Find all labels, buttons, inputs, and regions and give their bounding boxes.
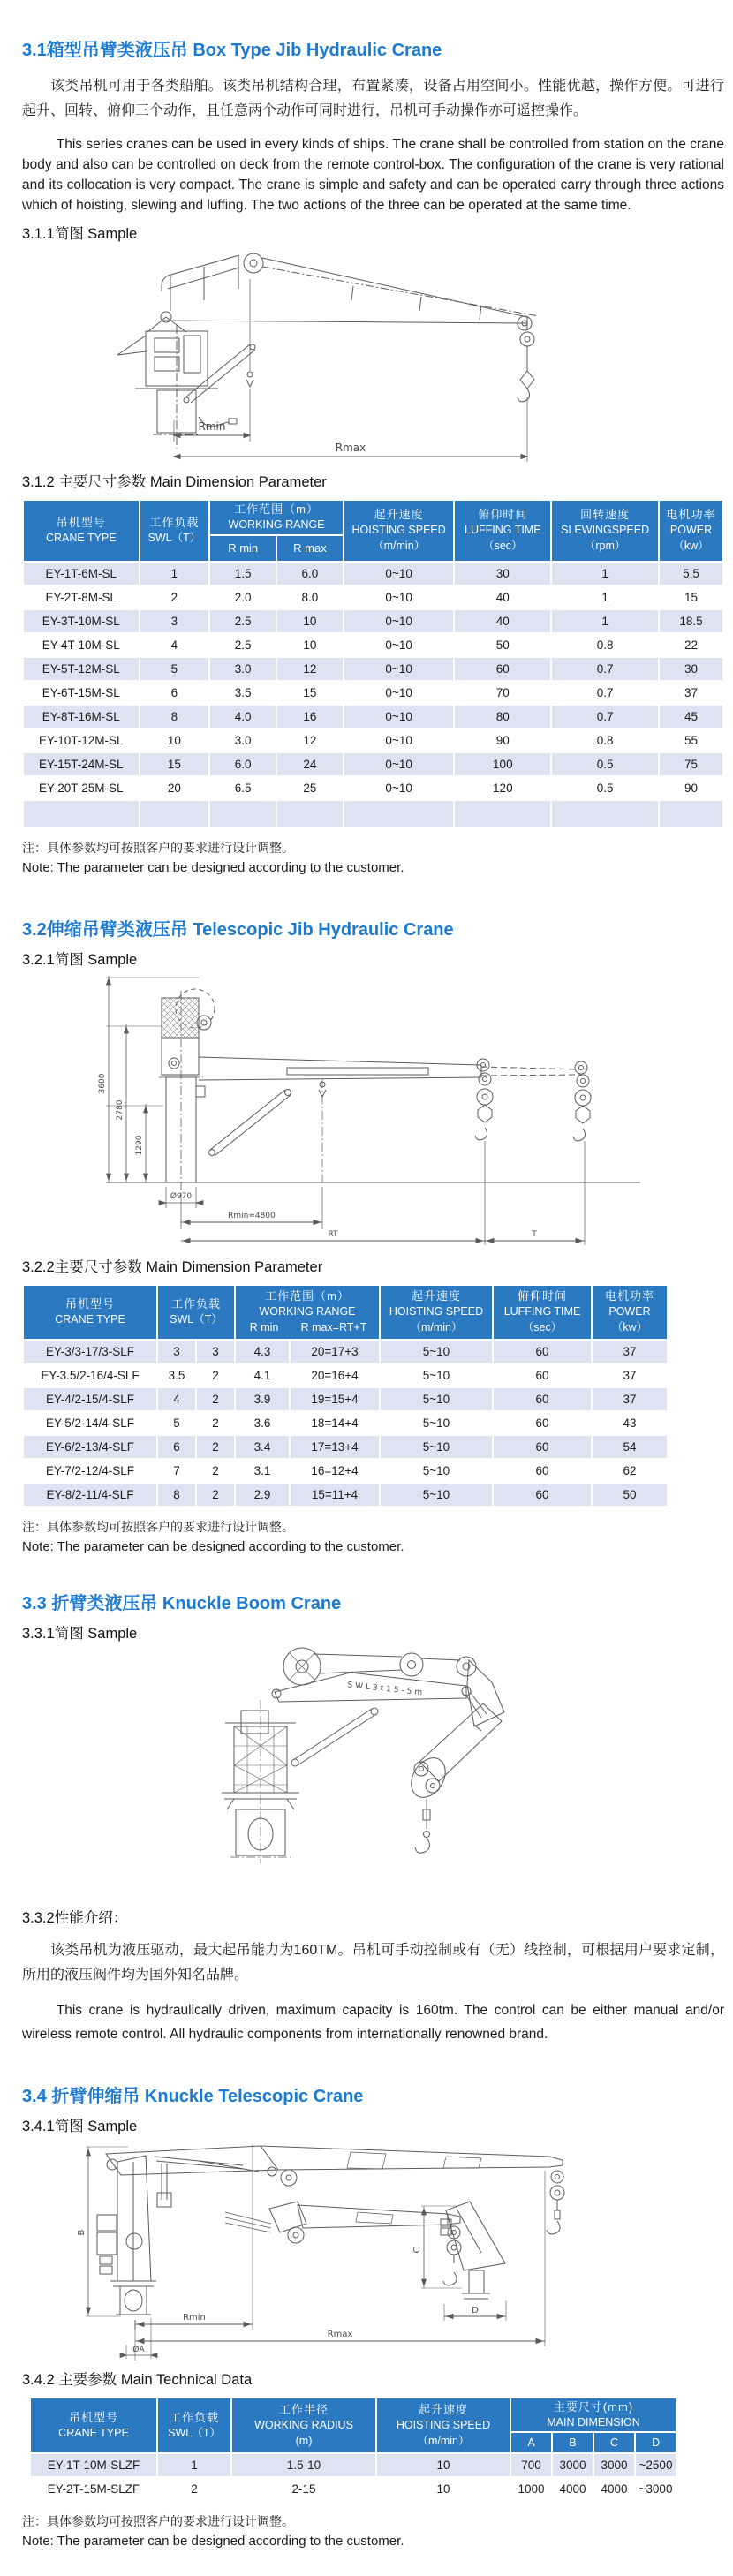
table-row <box>23 585 723 609</box>
cell: EY-6/2-13/4-SLF <box>23 1435 157 1459</box>
cell: 3 <box>140 609 210 633</box>
note-en: Note: The parameter can be designed according to the customer. <box>22 1538 404 1554</box>
main-dimension-table-telescopic <box>22 1284 669 1507</box>
note-cn: 注：具体参数均可按照客户的要求进行设计调整。 <box>22 840 294 855</box>
section-3-1-2-param-label: 3.1.2 主要尺寸参数 Main Dimension Parameter <box>22 474 327 490</box>
header-row <box>23 1285 668 1340</box>
main-technical-data-table <box>29 2397 677 2503</box>
section-3-2-1-sample-label: 3.2.1简图 Sample <box>22 951 138 968</box>
cell: 3.6 <box>235 1411 290 1435</box>
cell: EY-5/2-14/4-SLF <box>23 1411 157 1435</box>
section-3-2-title: 3.2伸缩吊臂类液压吊 Telescopic Jib Hydraulic Crane <box>22 919 454 940</box>
cell: 37 <box>592 1340 668 1364</box>
cell: 3.0 <box>209 657 276 681</box>
cell: 8 <box>140 705 210 729</box>
box-jib-crane-drawing <box>22 247 724 464</box>
cell: 30 <box>454 562 551 585</box>
note-cn: 注：具体参数均可按照客户的要求进行设计调整。 <box>22 1519 294 1534</box>
cell: 5~10 <box>380 1483 493 1507</box>
table-row <box>23 1340 668 1364</box>
cell: 0.7 <box>551 681 659 705</box>
cell: 2 <box>196 1387 235 1411</box>
cell: 20=16+4 <box>290 1364 380 1387</box>
cell: 20 <box>140 776 210 800</box>
section-3-3-title: 3.3 折臂类液压吊 Knuckle Boom Crane <box>22 1593 342 1613</box>
cell: 6 <box>157 1435 196 1459</box>
cell: 700 <box>510 2453 552 2477</box>
cell: 0.8 <box>551 729 659 752</box>
note-en: Note: The parameter can be designed according to the customer. <box>22 2534 404 2550</box>
cell: 4.1 <box>235 1364 290 1387</box>
cell: 75 <box>659 752 723 776</box>
cell: EY-3/3-17/3-SLF <box>23 1340 157 1364</box>
cell: 10 <box>276 609 344 633</box>
cell <box>276 800 344 827</box>
cell: 5~10 <box>380 1411 493 1435</box>
table-row <box>23 1364 668 1387</box>
cell: 0~10 <box>344 705 455 729</box>
table-row <box>23 705 723 729</box>
dimension-label-2780: 2780 <box>116 1099 125 1121</box>
cell: 5~10 <box>380 1459 493 1483</box>
cell: 60 <box>493 1411 592 1435</box>
knuckle-boom-crane-drawing <box>22 1647 724 1903</box>
dimension-label-d: D <box>472 2305 479 2315</box>
cell: 4.3 <box>235 1340 290 1364</box>
cell: 2 <box>196 1411 235 1435</box>
cell: 60 <box>454 657 551 681</box>
cell: 0~10 <box>344 752 455 776</box>
section-3-3-paragraph-en: This crane is hydraulically driven, maximum capacity is 160tm. The control can be either manual and/or wireless remote control. All hydraulic components from internationally renowned brand. <box>22 2002 724 2042</box>
cell: 60 <box>493 1459 592 1483</box>
col-main-dimension: 主要尺寸(mm) MAIN DIMENSION <box>510 2398 676 2433</box>
cell: EY-8T-16M-SL <box>23 705 140 729</box>
cell: 37 <box>592 1364 668 1387</box>
cell: 37 <box>659 681 723 705</box>
cell: 6.0 <box>209 752 276 776</box>
cell: 0.8 <box>551 633 659 657</box>
cell: 54 <box>592 1435 668 1459</box>
cell: 3.1 <box>235 1459 290 1483</box>
cell: 5 <box>140 657 210 681</box>
dimension-label-3600: 3600 <box>98 1073 107 1094</box>
section-3-4-2-param-label: 3.4.2 主要参数 Main Technical Data <box>22 2371 253 2388</box>
cell: 1 <box>157 2453 231 2477</box>
table-row <box>30 2453 676 2477</box>
cell: EY-4/2-15/4-SLF <box>23 1387 157 1411</box>
col-dim-b: B <box>552 2432 593 2453</box>
cell: 0~10 <box>344 729 455 752</box>
col-working-range: 工作范围（m） WORKING RANGE R min R max=RT+T <box>235 1285 380 1340</box>
cell: 17=13+4 <box>290 1435 380 1459</box>
cell: 2 <box>196 1459 235 1483</box>
cell: 100 <box>454 752 551 776</box>
cell: 0.5 <box>551 752 659 776</box>
cell: 4.0 <box>209 705 276 729</box>
note-block <box>22 2512 724 2551</box>
section-3-1-paragraph-en: This series cranes can be used in every kinds of ships. The crane shall be controlled from station on the crane body and also can be controlled on deck from the remote control-box. The configuration of the crane is very rational and its collocation is very compact. The crane is simple and safety and can be operated carry through three actions which of hoisting, slewing and luffing. The two actions of the three can be operated at the same time. <box>22 137 724 213</box>
section-3-1-paragraph-cn: 该类吊机可用于各类船舶。该类吊机结构合理，布置紧凑，设备占用空间小。性能优越，操作方便。可进行起升、回转、俯仰三个动作，且任意两个动作可同时进行，吊机可手动操作亦可遥控操作。 <box>22 79 724 118</box>
cell: 8.0 <box>276 585 344 609</box>
col-crane-type: 吊机型号 CRANE TYPE <box>23 1285 157 1340</box>
col-r-min: R min <box>209 535 276 562</box>
col-swl: 工作负载 SWL（T） <box>157 2398 231 2454</box>
col-working-radius: 工作半径 WORKING RADIUS (m) <box>231 2398 376 2454</box>
cell: 4 <box>157 1387 196 1411</box>
cell: 2.9 <box>235 1483 290 1507</box>
cell: 0~10 <box>344 776 455 800</box>
cell <box>23 800 140 827</box>
cell: 12 <box>276 657 344 681</box>
col-swl: 工作负载 SWL（T） <box>157 1285 235 1340</box>
col-dim-d: D <box>635 2432 676 2453</box>
cell: EY-1T-6M-SL <box>23 562 140 585</box>
cell: 60 <box>493 1435 592 1459</box>
cell: 1 <box>551 585 659 609</box>
cell: 1 <box>551 562 659 585</box>
dimension-label-rt: RT <box>328 1229 338 1239</box>
col-hoisting-speed: 起升速度 HOISTING SPEED （m/min） <box>344 500 455 562</box>
cell: 19=15+4 <box>290 1387 380 1411</box>
dimension-label-b: B <box>77 2229 87 2236</box>
table-row <box>23 609 723 633</box>
header-row <box>30 2398 676 2433</box>
cell: 70 <box>454 681 551 705</box>
cell: 15=11+4 <box>290 1483 380 1507</box>
section-3-4-1-sample-label: 3.4.1简图 Sample <box>22 2118 138 2134</box>
knuckle-telescopic-crane-drawing <box>22 2140 724 2365</box>
col-power: 电机功率 POWER （kw） <box>592 1285 668 1340</box>
cell: 15 <box>659 585 723 609</box>
cell: 5~10 <box>380 1340 493 1364</box>
cell: 2.0 <box>209 585 276 609</box>
cell: 1.5-10 <box>231 2453 376 2477</box>
cell: 3.4 <box>235 1435 290 1459</box>
col-hoisting-speed: 起升速度 HOISTING SPEED （m/min） <box>380 1285 493 1340</box>
cell: 90 <box>659 776 723 800</box>
cell: 0~10 <box>344 609 455 633</box>
cell: 120 <box>454 776 551 800</box>
cell: EY-1T-10M-SLZF <box>30 2453 157 2477</box>
table-row <box>23 1411 668 1435</box>
cell: EY-15T-24M-SL <box>23 752 140 776</box>
cell: 3.5 <box>209 681 276 705</box>
cell: 80 <box>454 705 551 729</box>
cell: 2-15 <box>231 2477 376 2501</box>
section-3-4-title: 3.4 折臂伸缩吊 Knuckle Telescopic Crane <box>22 2086 364 2106</box>
cell: 60 <box>493 1340 592 1364</box>
cell: 40 <box>454 609 551 633</box>
cell: 40 <box>454 585 551 609</box>
table-row <box>23 657 723 681</box>
cell: 0~10 <box>344 562 455 585</box>
cell: 90 <box>454 729 551 752</box>
cell: 22 <box>659 633 723 657</box>
cell: 3 <box>157 1340 196 1364</box>
cell: 4000 <box>593 2477 635 2501</box>
note-block <box>22 839 724 878</box>
header-row <box>23 500 723 535</box>
cell: 0.5 <box>551 776 659 800</box>
cell: ~3000 <box>635 2477 676 2501</box>
cell: 24 <box>276 752 344 776</box>
cell <box>140 800 210 827</box>
dimension-label-1290: 1290 <box>135 1135 144 1156</box>
dimension-label-dia-a: ØA <box>132 2345 145 2354</box>
cell: 43 <box>592 1411 668 1435</box>
cell <box>659 800 723 827</box>
col-luffing-time: 俯仰时间 LUFFING TIME （sec） <box>493 1285 592 1340</box>
note-block <box>22 1518 724 1557</box>
note-en: Note: The parameter can be designed according to the customer. <box>22 859 404 875</box>
cell: ~2500 <box>635 2453 676 2477</box>
cell: 62 <box>592 1459 668 1483</box>
cell: 1 <box>140 562 210 585</box>
cell: 0.7 <box>551 657 659 681</box>
dimension-label-rmax: Rmax <box>327 2329 353 2339</box>
table-row <box>23 776 723 800</box>
cell: 45 <box>659 705 723 729</box>
cell: 2 <box>157 2477 231 2501</box>
cell: 4000 <box>552 2477 593 2501</box>
cell: 50 <box>592 1483 668 1507</box>
main-dimension-table-box-jib <box>22 499 724 828</box>
cell: 0~10 <box>344 657 455 681</box>
cell: EY-8/2-11/4-SLF <box>23 1483 157 1507</box>
cell: 25 <box>276 776 344 800</box>
cell: 50 <box>454 633 551 657</box>
cell: 15 <box>140 752 210 776</box>
col-crane-type: 吊机型号 CRANE TYPE <box>23 500 140 562</box>
table-row <box>23 800 723 827</box>
cell: 18.5 <box>659 609 723 633</box>
cell: 30 <box>659 657 723 681</box>
cell: EY-6T-15M-SL <box>23 681 140 705</box>
col-swl: 工作负载 SWL（T） <box>140 500 210 562</box>
cell: EY-3T-10M-SL <box>23 609 140 633</box>
cell: 5~10 <box>380 1435 493 1459</box>
col-working-range: 工作范围（m） WORKING RANGE <box>209 500 344 535</box>
col-power: 电机功率 POWER （kw） <box>659 500 723 562</box>
cell: 0~10 <box>344 633 455 657</box>
col-r-min: R min <box>249 1320 279 1333</box>
cell: 7 <box>157 1459 196 1483</box>
dimension-label-rmin4800: Rmin≈4800 <box>228 1211 276 1220</box>
cell: 18=14+4 <box>290 1411 380 1435</box>
cell <box>454 800 551 827</box>
table-row <box>23 681 723 705</box>
section-3-1-1-sample-label: 3.1.1简图 Sample <box>22 226 138 242</box>
cell: 2 <box>196 1483 235 1507</box>
cell: 8 <box>157 1483 196 1507</box>
cell: 2 <box>140 585 210 609</box>
cell: EY-4T-10M-SL <box>23 633 140 657</box>
dimension-label-t: T <box>532 1229 537 1239</box>
cell: 2 <box>196 1364 235 1387</box>
col-dim-a: A <box>510 2432 552 2453</box>
cell: 10 <box>140 729 210 752</box>
cell: 5 <box>157 1411 196 1435</box>
table-row <box>23 633 723 657</box>
dimension-label-c: C <box>412 2247 422 2254</box>
cell: 55 <box>659 729 723 752</box>
cell: 10 <box>376 2453 510 2477</box>
dimension-label-rmax: Rmax <box>335 442 366 454</box>
table-row <box>23 752 723 776</box>
table-row <box>23 1435 668 1459</box>
cell: 10 <box>276 633 344 657</box>
col-dim-c: C <box>593 2432 635 2453</box>
col-crane-type: 吊机型号 CRANE TYPE <box>30 2398 157 2454</box>
col-r-max: R max=RT+T <box>300 1320 367 1333</box>
cell: 3 <box>196 1340 235 1364</box>
cell: 2 <box>196 1435 235 1459</box>
cell <box>209 800 276 827</box>
telescopic-jib-crane-drawing <box>22 973 724 1247</box>
table-row <box>23 1483 668 1507</box>
cell: 10 <box>376 2477 510 2501</box>
cell: 3.0 <box>209 729 276 752</box>
cell: 60 <box>493 1483 592 1507</box>
cell: 20=17+3 <box>290 1340 380 1364</box>
cell: EY-20T-25M-SL <box>23 776 140 800</box>
table-row <box>23 1387 668 1411</box>
cell <box>551 800 659 827</box>
cell: 4 <box>140 633 210 657</box>
cell: 0~10 <box>344 681 455 705</box>
cell: EY-5T-12M-SL <box>23 657 140 681</box>
col-slewing-speed: 回转速度 SLEWINGSPEED （rpm） <box>551 500 659 562</box>
section-3-1-title: 3.1箱型吊臂类液压吊 Box Type Jib Hydraulic Crane <box>22 41 442 60</box>
cell: 15 <box>276 681 344 705</box>
cell: 16=12+4 <box>290 1459 380 1483</box>
cell: EY-10T-12M-SL <box>23 729 140 752</box>
cell: 3.5 <box>157 1364 196 1387</box>
cell: 0.7 <box>551 705 659 729</box>
cell: 1 <box>551 609 659 633</box>
boom-swl-label: SWL3t15-5m <box>346 1681 426 1698</box>
dimension-label-rmin: Rmin <box>183 2312 206 2323</box>
cell: 3000 <box>593 2453 635 2477</box>
cell: EY-7/2-12/4-SLF <box>23 1459 157 1483</box>
dimension-label-rmin: Rmin <box>198 420 226 433</box>
section-3-2-2-param-label: 3.2.2主要尺寸参数 Main Dimension Parameter <box>22 1258 323 1275</box>
cell: 0~10 <box>344 585 455 609</box>
cell: 5~10 <box>380 1364 493 1387</box>
cell: 5.5 <box>659 562 723 585</box>
cell: 6.5 <box>209 776 276 800</box>
dimension-label-dia970: Ø970 <box>170 1191 193 1201</box>
cell: 16 <box>276 705 344 729</box>
cell: 3000 <box>552 2453 593 2477</box>
cell: 60 <box>493 1387 592 1411</box>
cell: 6 <box>140 681 210 705</box>
cell: 37 <box>592 1387 668 1411</box>
table-row <box>23 1459 668 1483</box>
cell: 2.5 <box>209 609 276 633</box>
cell: EY-2T-8M-SL <box>23 585 140 609</box>
cell: 60 <box>493 1364 592 1387</box>
cell: 1000 <box>510 2477 552 2501</box>
section-3-3-1-sample-label: 3.3.1简图 Sample <box>22 1625 138 1642</box>
section-3-3-2-perf-label: 3.3.2性能介绍： <box>22 1909 128 1926</box>
cell: 2.5 <box>209 633 276 657</box>
note-cn: 注：具体参数均可按照客户的要求进行设计调整。 <box>22 2514 294 2529</box>
table-row <box>23 562 723 585</box>
col-luffing-time: 俯仰时间 LUFFING TIME （sec） <box>454 500 551 562</box>
table-row <box>23 729 723 752</box>
col-hoisting-speed: 起升速度 HOISTING SPEED （m/min） <box>376 2398 510 2454</box>
cell: 6.0 <box>276 562 344 585</box>
cell: 3.9 <box>235 1387 290 1411</box>
section-3-3-paragraph-cn: 该类吊机为液压驱动，最大起吊能力为160TM。吊机可手动控制或有（无）线控制，可根据用户要求定制，所用的液压阀件均为国外知名品牌。 <box>22 1942 724 1983</box>
catalog-page <box>0 39 733 2576</box>
col-r-max: R max <box>276 535 344 562</box>
cell: 1.5 <box>209 562 276 585</box>
cell: 12 <box>276 729 344 752</box>
cell <box>344 800 455 827</box>
table-row <box>30 2477 676 2501</box>
cell: EY-3.5/2-16/4-SLF <box>23 1364 157 1387</box>
cell: 5~10 <box>380 1387 493 1411</box>
cell: EY-2T-15M-SLZF <box>30 2477 157 2501</box>
